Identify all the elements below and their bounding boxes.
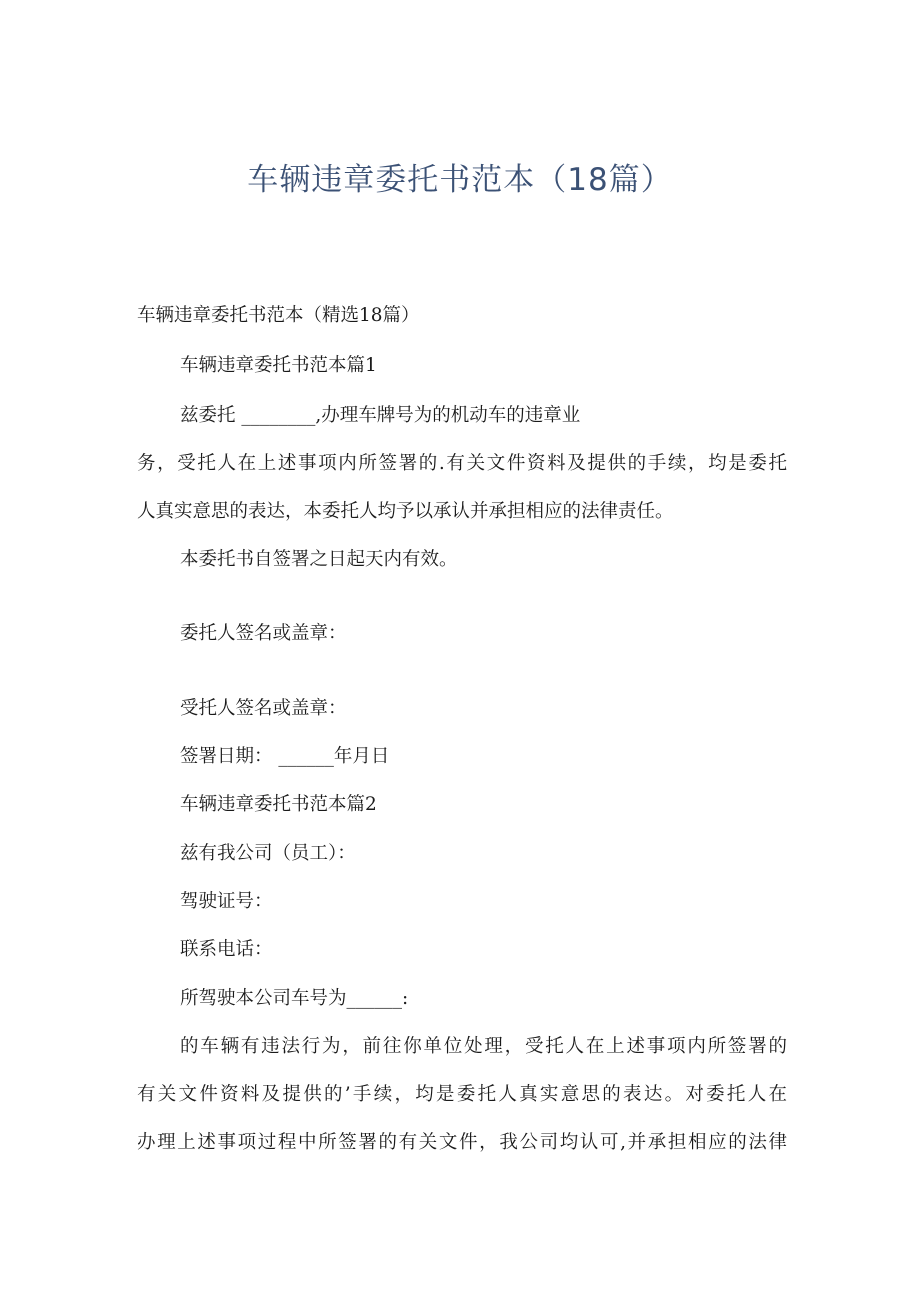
document-title: 车辆违章委托书范本（18篇） xyxy=(247,162,673,198)
paragraph-line: 务，受托人在上述事项内所签署的.有关文件资料及提供的手续，均是委托 xyxy=(137,453,787,474)
vehicle-number-line: 所驾驶本公司车号为______: xyxy=(180,988,409,1009)
phone-line: 联系电话： xyxy=(180,939,273,960)
section-heading-1: 车辆违章委托书范本篇1 xyxy=(180,355,377,376)
section-heading-2: 车辆违章委托书范本篇2 xyxy=(180,794,377,815)
paragraph-line: 的车辆有违法行为，前往你单位处理，受托人在上述事项内所签署的 xyxy=(180,1036,787,1057)
paragraph-line: 有关文件资料及提供的’手续，均是委托人真实意思的表达。对委托人在 xyxy=(137,1084,787,1105)
paragraph-line: 兹委托 ________,办理车牌号为的机动车的违章业 xyxy=(180,405,581,426)
paragraph-line: 办理上述事项过程中所签署的有关文件，我公司均认可,并承担相应的法律 xyxy=(137,1132,787,1153)
sign-date-line: 签署日期： ______年月日 xyxy=(180,746,390,767)
license-number-line: 驾驶证号： xyxy=(180,891,273,912)
employee-line: 兹有我公司（员工）： xyxy=(180,843,356,864)
agent-signature-line: 受托人签名或盖章： xyxy=(180,698,347,719)
validity-line: 本委托书自签署之日起天内有效。 xyxy=(180,549,458,570)
principal-signature-line: 委托人签名或盖章： xyxy=(180,623,347,644)
paragraph-line: 人真实意思的表达，本委托人均予以承认并承担相应的法律责任。 xyxy=(137,501,674,522)
intro-line: 车辆违章委托书范本（精选18篇） xyxy=(137,305,420,326)
